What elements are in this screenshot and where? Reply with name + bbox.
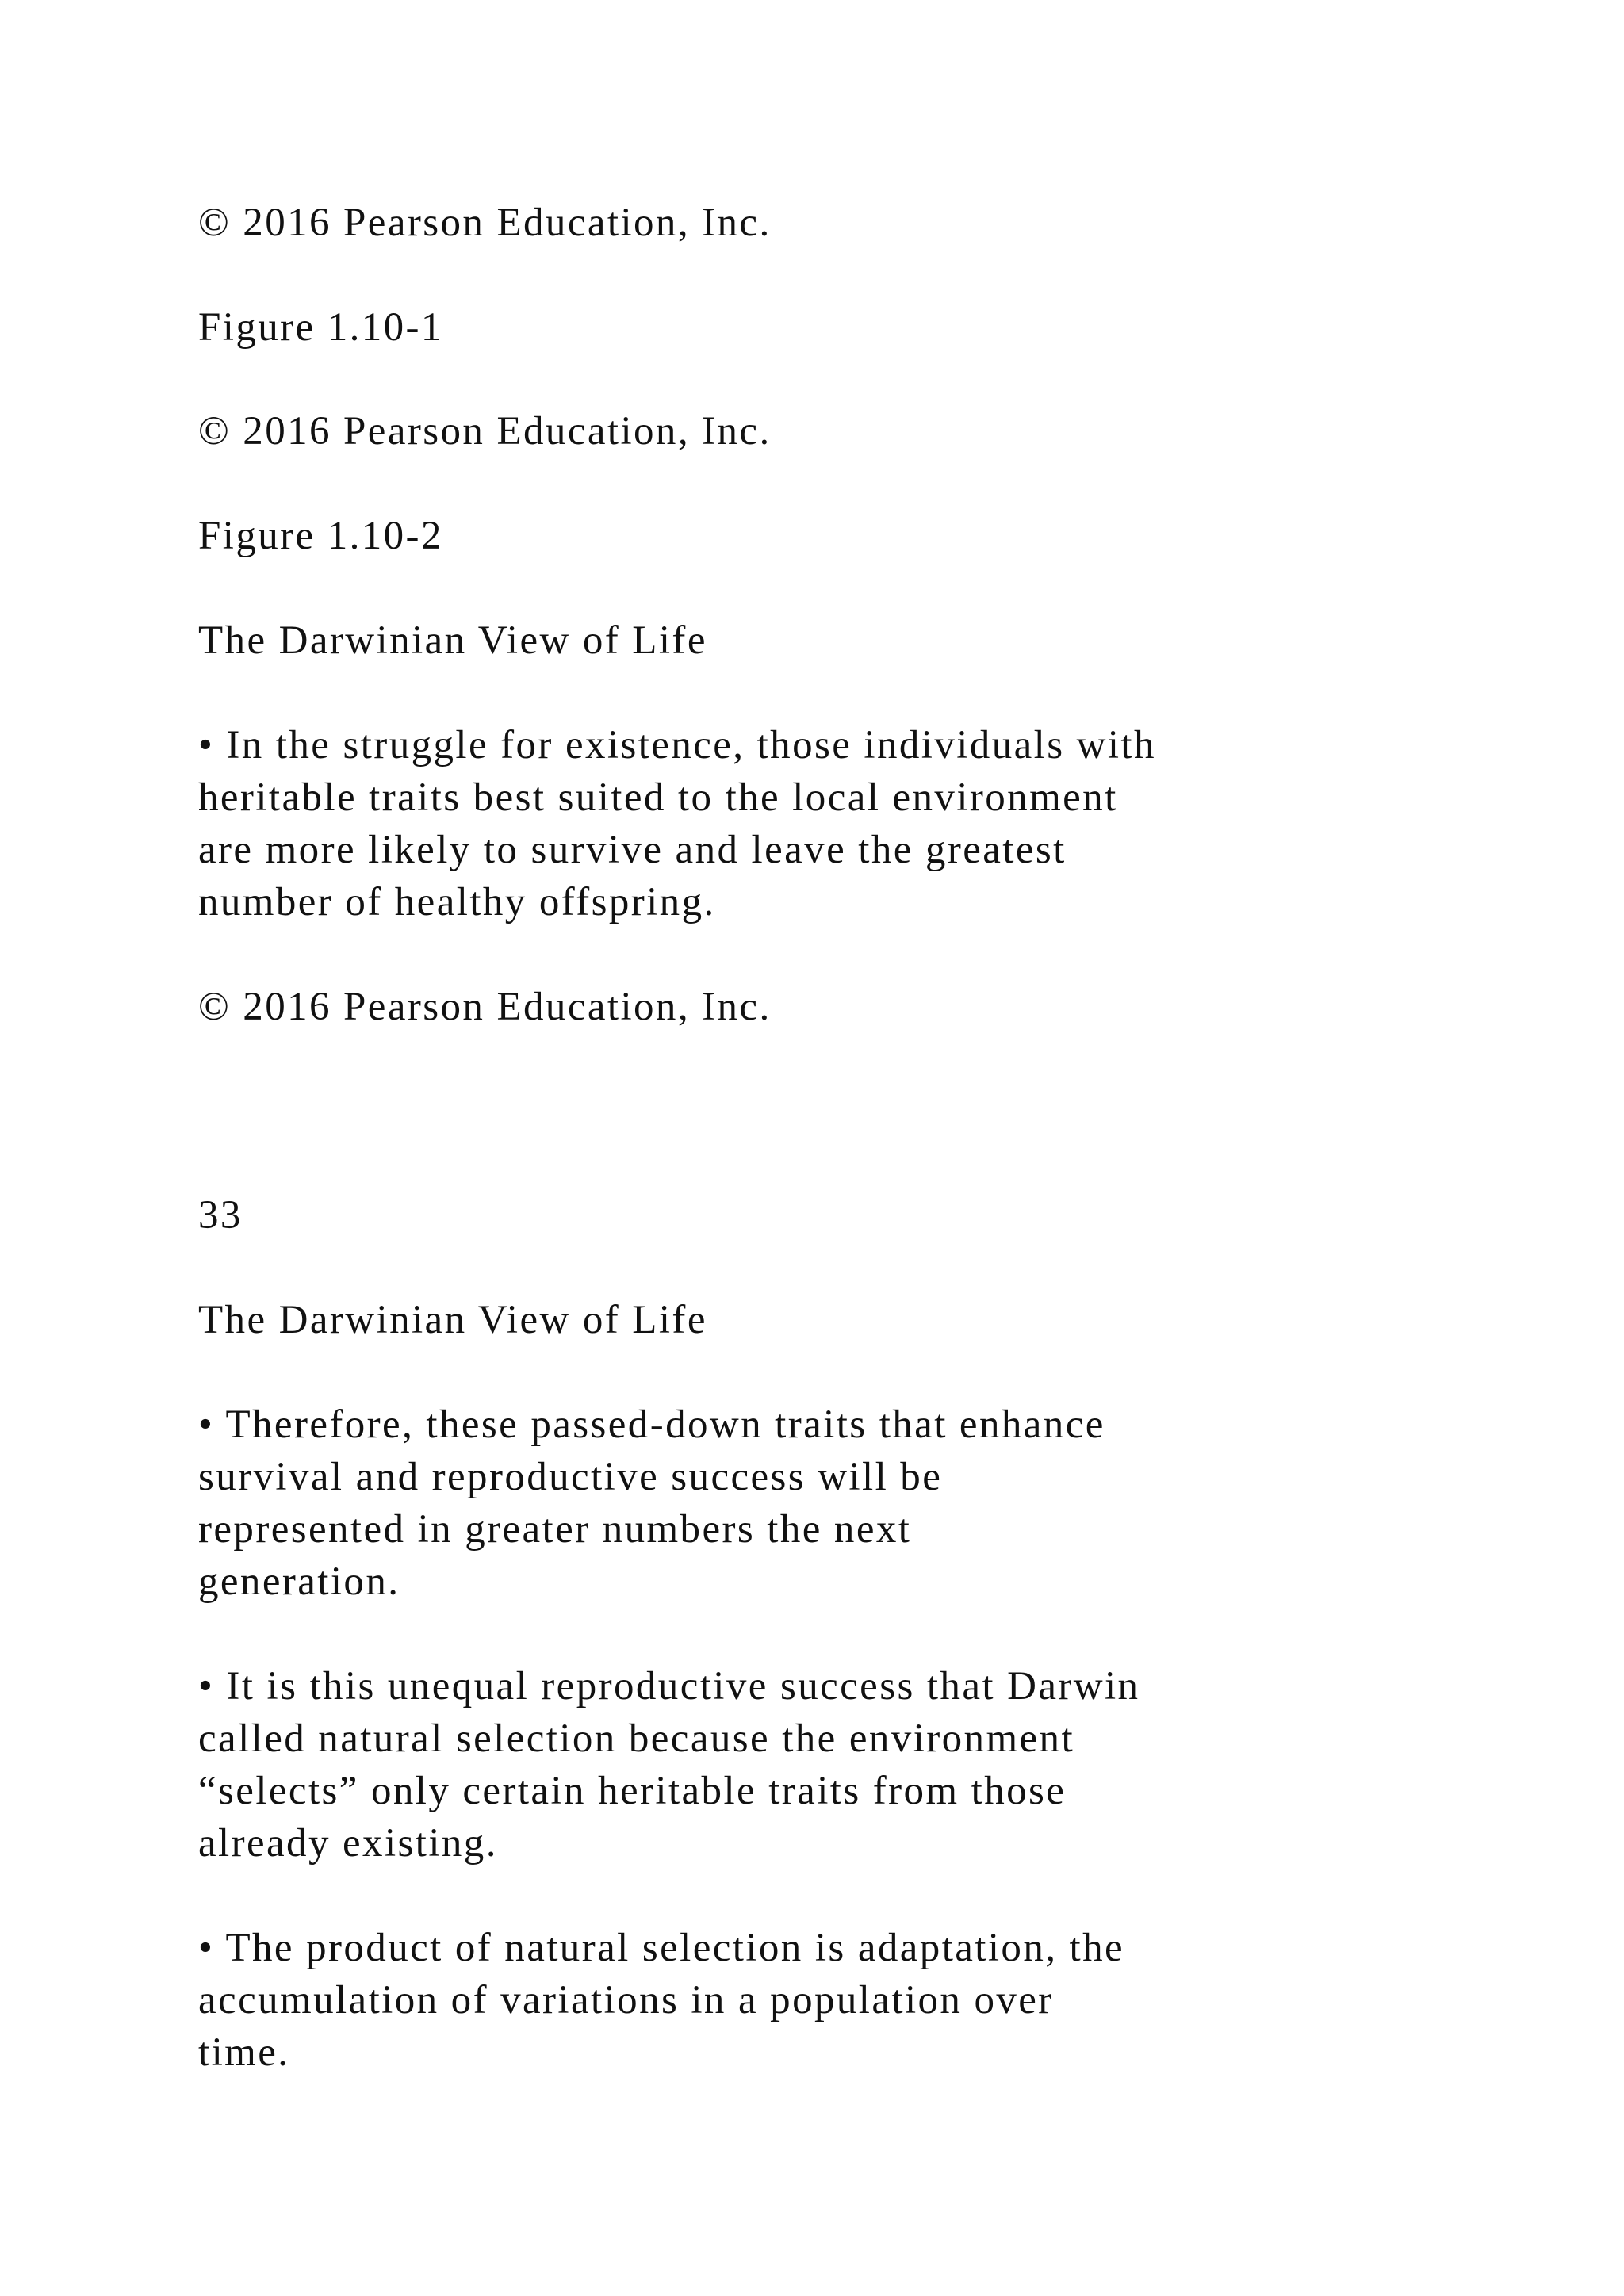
figure-caption: Figure 1.10-2 — [198, 514, 443, 558]
paragraph-line: called natural selection because the environment — [198, 1716, 1075, 1761]
section-heading: The Darwinian View of Life — [198, 1298, 707, 1342]
paragraph-line: represented in greater numbers the next — [198, 1507, 912, 1552]
paragraph-line: “selects” only certain heritable traits from those — [198, 1769, 1067, 1813]
copyright-notice: © 2016 Pearson Education, Inc. — [198, 201, 772, 245]
paragraph-line: number of healthy offspring. — [198, 880, 716, 924]
paragraph-line: already existing. — [198, 1821, 498, 1866]
section-heading: The Darwinian View of Life — [198, 618, 707, 663]
page-number: 33 — [198, 1193, 243, 1238]
paragraph-line: • In the struggle for existence, those individuals with — [198, 723, 1156, 767]
paragraph-line: • The product of natural selection is adaptation, the — [198, 1926, 1125, 1970]
paragraph-line: • Therefore, these passed-down traits that enhance — [198, 1402, 1105, 1447]
figure-caption: Figure 1.10-1 — [198, 305, 443, 350]
paragraph-line: generation. — [198, 1559, 400, 1604]
paragraph-line: • It is this unequal reproductive success that Darwin — [198, 1664, 1140, 1709]
copyright-notice: © 2016 Pearson Education, Inc. — [198, 985, 772, 1029]
paragraph-line: heritable traits best suited to the local environment — [198, 775, 1118, 820]
paragraph-line: survival and reproductive success will be — [198, 1455, 943, 1499]
paragraph-line: time. — [198, 2030, 290, 2075]
copyright-notice: © 2016 Pearson Education, Inc. — [198, 409, 772, 453]
paragraph-line: accumulation of variations in a population over — [198, 1978, 1054, 2022]
paragraph-line: are more likely to survive and leave the greatest — [198, 828, 1067, 872]
